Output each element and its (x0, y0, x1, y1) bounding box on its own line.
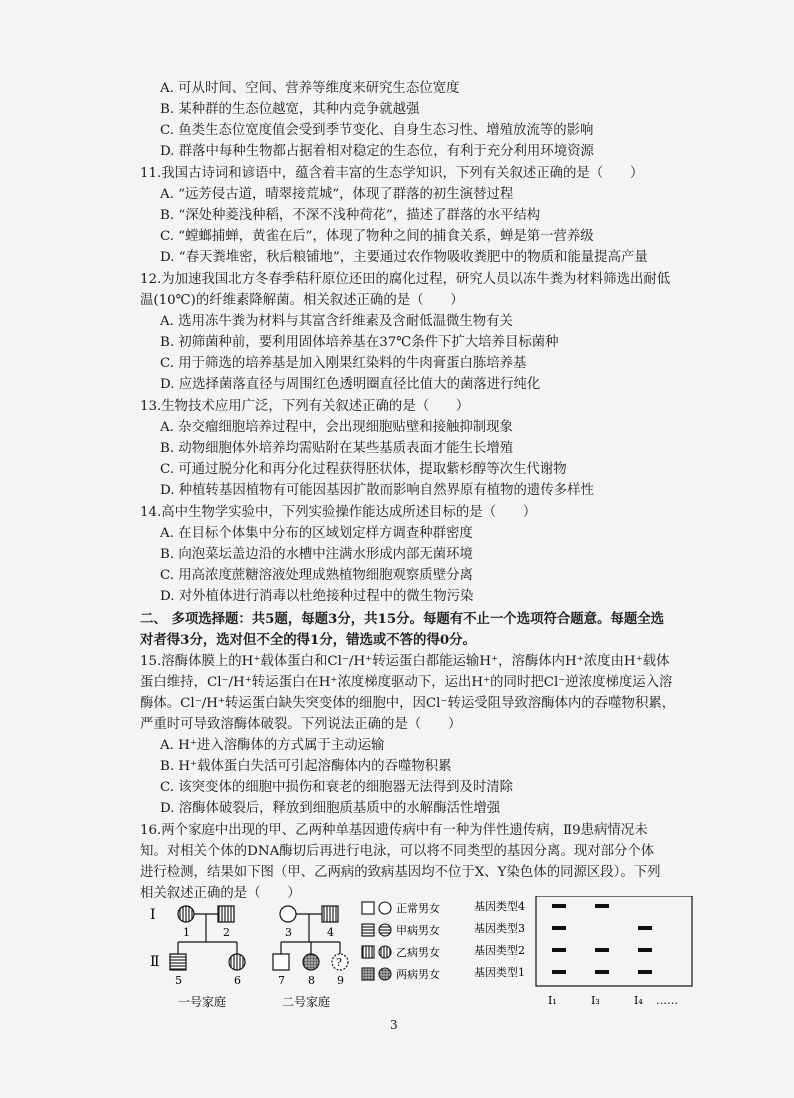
q15-stem-line4: 严重时可导致溶酶体破裂。下列说法正确的是（ ） (140, 717, 462, 732)
q12-stem-line1: 12.为加速我国北方冬春季秸秆原位还田的腐化过程，研究人员以冻牛粪为材料筛选出耐低 (140, 272, 671, 287)
gene-type-3-label: 基因类型3 (474, 922, 525, 935)
q12-option-a: A. 选用冻牛粪为材料与其富含纤维素及含耐低温微生物有关 (160, 314, 513, 329)
q15-option-a: A. H⁺进入溶酶体的方式属于主动运输 (160, 738, 385, 753)
label-3: 3 (285, 926, 292, 939)
q12-stem-line2: 温(10℃)的纤维素降解菌。相关叙述正确的是（ ） (140, 293, 464, 308)
gel-band-lane1-type4 (552, 904, 566, 908)
lane-label-i4: Ⅰ₄ (634, 994, 643, 1007)
legend-label-disease-a: 甲病男女 (396, 924, 440, 937)
legend-label-normal: 正常男女 (396, 902, 440, 915)
f1-individual-5 (170, 954, 186, 970)
q12-option-b: B. 初筛菌种前，要利用固体培养基在37℃条件下扩大培养目标菌种 (160, 335, 559, 350)
q11-option-b: B. “深处种菱浅种稻，不深不浅种荷花”，描述了群落的水平结构 (160, 208, 541, 223)
gene-type-1-label: 基因类型1 (474, 966, 525, 979)
q16-figure (140, 896, 700, 1016)
q15-stem-line3: 酶体。Cl⁻/H⁺转运蛋白缺失突变体的细胞中，因Cl⁻转运受阻导致溶酶体内的吞噬物积累， (140, 696, 676, 711)
q16-stem-line2: 知。对相关个体的DNA酶切后再进行电泳，可以将不同类型的基因分离。现对部分个体 (140, 844, 655, 859)
q10-option-c: C. 鱼类生态位宽度值会受到季节变化、自身生态习性、增殖放流等的影响 (160, 123, 594, 138)
family2-caption: 二号家庭 (282, 995, 331, 1009)
q10-option-b: B. 某种群的生态位越宽，其种内竞争就越强 (160, 102, 420, 117)
legend-label-disease-b: 乙病男女 (396, 946, 440, 959)
lane-label-more: …… (656, 994, 678, 1007)
q16-stem-line4: 相关叙述正确的是（ ） (140, 886, 301, 901)
q13-option-b: B. 动物细胞体外培养均需贴附在某些基质表面才能生长增殖 (160, 441, 514, 456)
family2-pedigree (273, 906, 348, 1009)
q12-option-d: D. 应选择菌落直径与周围红色透明圈直径比值大的菌落进行纯化 (160, 377, 541, 392)
gel-band-lane2-type1 (595, 970, 609, 974)
gene-type-4-label: 基因类型4 (474, 900, 525, 913)
gel-band-lane3-type3 (638, 926, 652, 930)
gel-bands (552, 904, 652, 974)
lane-label-i3: Ⅰ₃ (591, 994, 600, 1007)
q15-stem-line2: 蛋白维持，Cl⁻/H⁺转运蛋白在H⁺浓度梯度驱动下，运出H⁺的同时把Cl⁻逆浓度梯度运入溶 (140, 675, 673, 690)
q14-option-c: C. 用高浓度蔗糖溶液处理成熟植物细胞观察质壁分离 (160, 568, 473, 583)
q10-option-d: D. 群落中每种生物都占据着相对稳定的生态位，有利于充分利用环境资源 (160, 144, 594, 159)
q16-stem-line1: 16.两个家庭中出现的甲、乙两种单基因遗传病中有一种为伴性遗传病，Ⅱ9患病情况未 (140, 823, 648, 838)
gel-band-lane3-type1 (638, 970, 652, 974)
gel-band-lane1-type1 (552, 970, 566, 974)
gene-type-2-label: 基因类型2 (474, 944, 525, 957)
q15-option-d: D. 溶酶体破裂后，释放到细胞质基质中的水解酶活性增强 (160, 801, 501, 816)
label-4: 4 (327, 926, 334, 939)
lane-label-i1: Ⅰ₁ (548, 994, 557, 1007)
q15-option-c: C. 该突变体的细胞中损伤和衰老的细胞器无法得到及时清除 (160, 780, 514, 795)
legend-both-female (379, 968, 391, 980)
f1-individual-1 (178, 906, 194, 922)
gel-band-lane1-type3 (552, 926, 566, 930)
pedigree-legend (362, 901, 440, 981)
section2-heading-line2: 对者得3分，选对但不全的得1分，错选或不答的得0分。 (140, 632, 476, 648)
q13-option-a: A. 杂交瘤细胞培养过程中，会出现细胞贴壁和接触抑制现象 (160, 420, 513, 435)
gel-band-lane2-type4 (595, 904, 609, 908)
q13-option-c: C. 可通过脱分化和再分化过程获得胚状体，提取紫杉醇等次生代谢物 (160, 462, 567, 477)
f1-individual-6 (229, 954, 245, 970)
individual-9-unknown-mark: ? (336, 956, 342, 969)
q11-stem: 11.我国古诗词和谚语中，蕴含着丰富的生态学知识，下列有关叙述正确的是（ ） (140, 166, 644, 181)
label-6: 6 (234, 974, 241, 987)
family1-pedigree (170, 906, 245, 1009)
legend-label-both: 两病男女 (396, 968, 440, 981)
q13-option-d: D. 种植转基因植物有可能因基因扩散而影响自然界原有植物的遗传多样性 (160, 483, 594, 498)
q14-option-d: D. 对外植体进行消毒以杜绝接种过程中的微生物污染 (160, 589, 474, 604)
f2-individual-3 (280, 906, 296, 922)
legend-normal-female (379, 902, 391, 914)
gel-band-lane3-type2 (638, 948, 652, 952)
q14-stem: 14.高中生物学实验中，下列实验操作能达成所述目标的是（ ） (140, 505, 537, 520)
label-7: 7 (278, 974, 285, 987)
legend-disease-a-male (362, 924, 374, 936)
q14-option-b: B. 向泡菜坛盖边沿的水槽中注满水形成内部无菌环境 (160, 547, 473, 562)
legend-both-male (362, 968, 374, 980)
q11-option-c: C. “螳螂捕蝉，黄雀在后”，体现了物种之间的捕食关系，蝉是第一营养级 (160, 229, 594, 244)
generation-label-1: Ⅰ (150, 907, 156, 923)
label-9: 9 (337, 974, 344, 987)
label-1: 1 (183, 926, 190, 939)
family1-caption: 一号家庭 (178, 995, 227, 1009)
page-number: 3 (390, 1018, 398, 1032)
gel-band-lane2-type2 (595, 948, 609, 952)
label-5: 5 (175, 974, 182, 987)
legend-disease-b-male (362, 946, 374, 958)
q16-stem-line3: 进行检测，结果如下图（甲、乙两病的致病基因均不位于X、Y染色体的同源区段）。下列 (140, 865, 661, 880)
q15-stem-line1: 15.溶酶体膜上的H⁺载体蛋白和Cl⁻/H⁺转运蛋白都能运输H⁺，溶酶体内H⁺浓度由H⁺载体 (140, 654, 670, 669)
label-8: 8 (308, 974, 315, 987)
q13-stem: 13.生物技术应用广泛，下列有关叙述正确的是（ ） (140, 399, 470, 414)
q10-option-a: A. 可从时间、空间、营养等维度来研究生态位宽度 (160, 81, 460, 96)
f1-individual-2 (218, 906, 234, 922)
legend-disease-b-female (379, 946, 391, 958)
q15-option-b: B. H⁺载体蛋白失活可引起溶酶体内的吞噬物积累 (160, 759, 452, 774)
generation-label-2: Ⅱ (150, 954, 160, 970)
legend-normal-male (362, 902, 374, 914)
f2-individual-8 (303, 954, 319, 970)
gel-band-lane1-type2 (552, 948, 566, 952)
q11-option-a: A. “远芳侵古道，晴翠接荒城”，体现了群落的初生演替过程 (160, 187, 514, 202)
f2-individual-7 (273, 954, 289, 970)
electrophoresis-result (474, 896, 692, 1007)
q11-option-d: D. “春天粪堆密，秋后粮铺地”，主要通过农作物吸收粪肥中的物质和能量提高产量 (160, 250, 648, 265)
legend-disease-a-female (379, 924, 391, 936)
f2-individual-4 (322, 906, 338, 922)
q14-option-a: A. 在目标个体集中分布的区域划定样方调查种群密度 (160, 526, 473, 541)
label-2: 2 (223, 926, 230, 939)
section2-heading-line1: 二、 多项选择题：共5题，每题3分，共15分。每题有不止一个选项符合题意。每题全选 (140, 611, 664, 627)
q12-option-c: C. 用于筛选的培养基是加入刚果红染料的牛肉膏蛋白胨培养基 (160, 356, 527, 371)
